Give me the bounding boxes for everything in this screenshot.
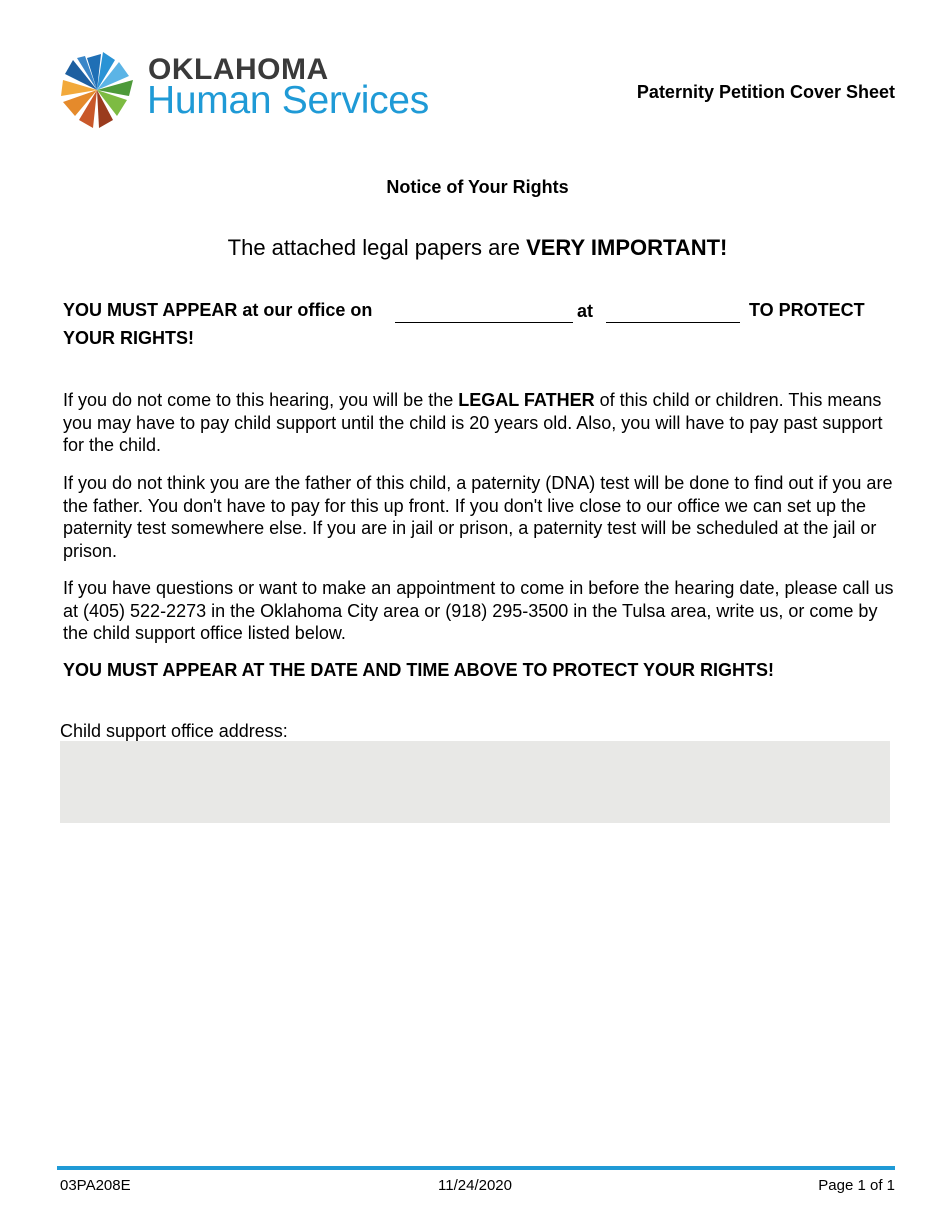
important-prefix: The attached legal papers are	[227, 235, 527, 260]
form-code: 03PA208E	[60, 1177, 131, 1194]
form-title: Paternity Petition Cover Sheet	[636, 82, 895, 102]
org-name-line2: Human Services	[147, 79, 429, 122]
footer-rule	[57, 1166, 895, 1170]
appear-suffix: TO PROTECT	[749, 300, 865, 320]
paternity-test-paragraph: If you do not think you are the father of this child, a paternity (DNA) test will be done to find out if you are the father. You don't have to pay for this up front. If you don't live close to our office we can set up the paternity test somewhere else. If you are in jail or prison, a paternity test will be scheduled at the jail or prison.	[63, 473, 893, 561]
page-number: Page 1 of 1	[818, 1177, 895, 1194]
legal-father-emphasis: LEGAL FATHER	[458, 390, 595, 410]
hearing-time-field[interactable]	[606, 322, 740, 323]
legal-father-paragraph	[63, 389, 898, 457]
oklahoma-star-logo-icon	[57, 50, 137, 130]
address-label: Child support office address:	[60, 721, 288, 741]
appear-rights: YOUR RIGHTS!	[63, 328, 195, 348]
office-address-field[interactable]	[60, 741, 890, 823]
notice-title: Notice of Your Rights	[386, 177, 569, 197]
hearing-date-field[interactable]	[395, 322, 573, 323]
revision-date: 11/24/2020	[438, 1177, 512, 1194]
must-appear-warning: YOU MUST APPEAR AT THE DATE AND TIME ABOVE TO PROTECT YOUR RIGHTS!	[63, 660, 775, 680]
org-name-line1: OKLAHOMA	[148, 53, 329, 86]
appear-at: at	[577, 301, 594, 321]
appear-prefix: YOU MUST APPEAR at our office on	[63, 300, 373, 320]
p1-after: of this child or children. This means you may have to pay child support until the child is 20 years old. Also, you will have to pay past support for the child.	[63, 390, 883, 455]
important-statement	[0, 235, 950, 261]
contact-paragraph: If you have questions or want to make an appointment to come in before the hearing date, please call us at (405) 522-2273 in the Oklahoma City area or (918) 295-3500 in the Tulsa area, write us, or come by the child support office listed below.	[63, 578, 894, 643]
important-emphasis: VERY IMPORTANT!	[526, 235, 728, 260]
p1-before: If you do not come to this hearing, you will be the	[63, 390, 459, 410]
